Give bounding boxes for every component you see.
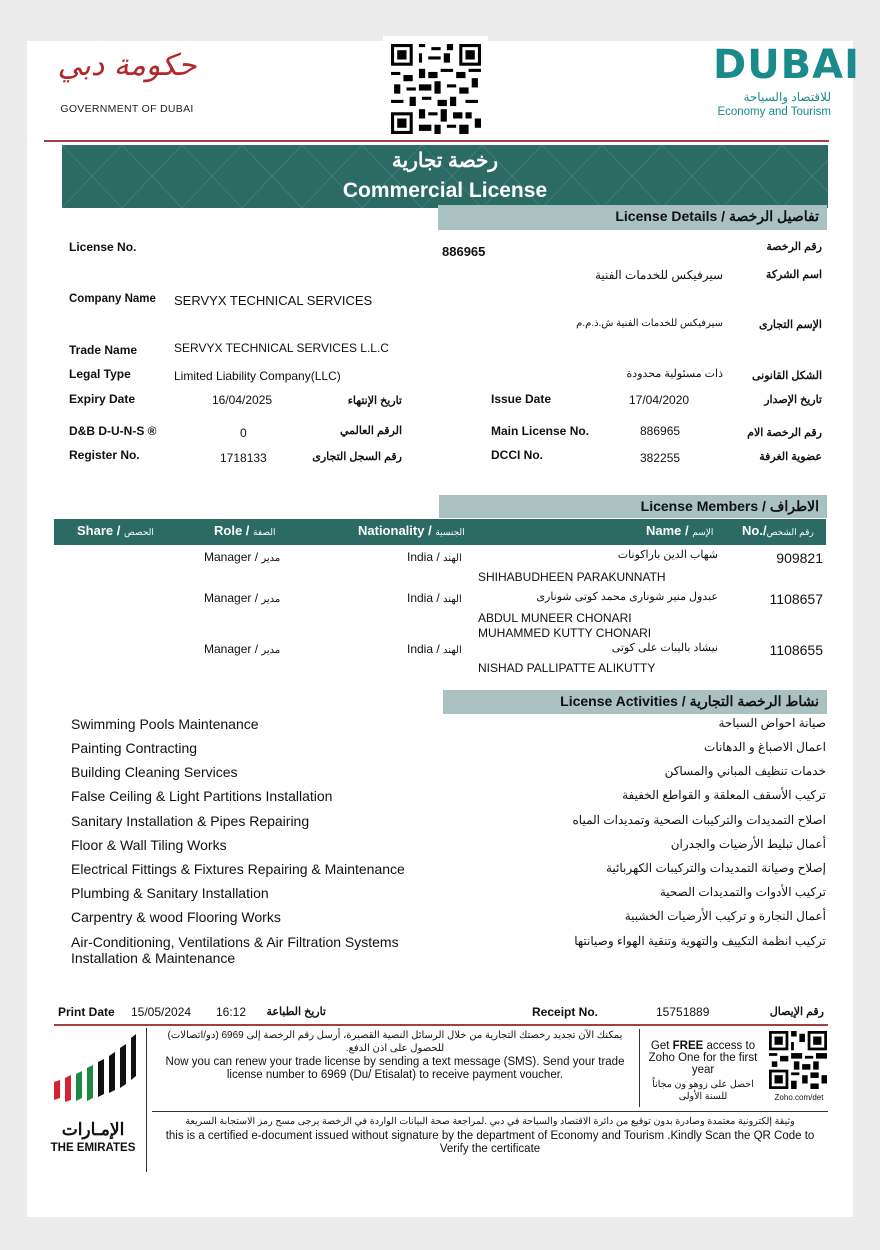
certificate-notice	[152, 1116, 828, 1156]
footer-divider	[54, 1024, 828, 1026]
dubai-economy-tourism-logo	[705, 42, 861, 122]
emirates-english: THE EMIRATES	[50, 1142, 136, 1154]
member-row-3-nationality: India / الهند	[407, 642, 462, 656]
gov-logo-english: GOVERNMENT OF DUBAI	[60, 103, 194, 115]
member-row-2-name-en-2: MUHAMMED KUTTY CHONARI	[478, 626, 652, 640]
legal-type-value: Limited Liability Company(LLC)	[174, 369, 341, 383]
main-license-label-ar: رقم الرخصة الام	[747, 427, 822, 439]
issue-date-value: 17/04/2020	[629, 393, 690, 407]
dcci-no-label: DCCI No.	[491, 448, 543, 462]
member-row-2-name-ar: عبدول منير شونارى محمد كوتى شونارى	[536, 591, 718, 603]
trade-name-label: Trade Name	[69, 343, 138, 357]
activity-8-ar: تركيب الأدوات والتمديدات الصحية	[659, 885, 826, 899]
activity-8-en: Plumbing & Sanitary Installation	[71, 885, 269, 901]
member-row-2-nationality: India / الهند	[407, 591, 462, 605]
activity-1-en: Swimming Pools Maintenance	[71, 716, 259, 732]
activity-4-en: False Ceiling & Light Partitions Installation	[71, 788, 333, 804]
activity-2-en: Painting Contracting	[71, 740, 198, 756]
activity-4-ar: تركيب الأسقف المعلقة و القواطع الخفيفة	[622, 788, 826, 802]
certificate-notice-arabic: وثيقة إلكترونية معتمدة وصادرة بدون توقيع من دائرة الاقتصاد والسياحة في دبي .لمراجعة صحة البيانات الواردة في الرخصة يرجى مسح رمز الاستجابة السريعة	[185, 1116, 795, 1127]
print-time-value: 16:12	[216, 1005, 247, 1019]
receipt-no-label: Receipt No.	[532, 1005, 599, 1019]
print-date-value: 15/05/2024	[131, 1005, 192, 1019]
zoho-qr-code[interactable]	[769, 1031, 829, 1102]
company-name-label-ar: اسم الشركة	[765, 269, 822, 281]
activity-7-ar: إصلاح وصيانة التمديدات والتركيبات الكهربائية	[605, 861, 826, 875]
member-row-2-role: Manager / مدير	[204, 591, 281, 605]
expiry-date-label: Expiry Date	[69, 392, 136, 406]
dubai-wordmark: DUBAI	[713, 42, 861, 88]
member-row-3-role: Manager / مدير	[204, 642, 281, 656]
members-table-header	[54, 519, 826, 545]
expiry-date-value: 16/04/2025	[212, 393, 273, 407]
trade-name-value: SERVYX TECHNICAL SERVICES L.L.C	[174, 341, 389, 355]
dcci-no-value: 382255	[640, 451, 681, 465]
member-row-1-role: Manager / مدير	[204, 550, 281, 564]
dept-english: Economy and Tourism	[717, 106, 831, 118]
activity-6-ar: أعمال تبليط الأرضيات والجدران	[670, 837, 826, 851]
license-no-label: License No.	[69, 240, 137, 254]
duns-label: D&B D-U-N-S ®	[69, 424, 157, 438]
qr-code	[383, 36, 488, 142]
member-row-1-no: 909821	[776, 550, 823, 566]
license-activities-header: License Activities / نشاط الرخصة التجارية	[443, 690, 827, 714]
receipt-no-value: 15751889	[656, 1005, 710, 1019]
license-details-header: License Details / تفاصيل الرخصة	[438, 205, 827, 230]
sms-notice-arabic: يمكنك الآن تجديد رخصتك التجارية من خلال الرسائل النصية القصيرة، أرسل رقم الرخصة إلى 6969 (دو/اتصالات) للحصول على اذن الدفع.	[167, 1030, 623, 1054]
member-row-1-nationality: India / الهند	[407, 550, 462, 564]
member-row-3-name-en: NISHAD PALLIPATTE ALIKUTTY	[478, 661, 656, 675]
dept-arabic: للاقتصاد والسياحة	[743, 90, 831, 104]
header-divider	[44, 140, 829, 142]
zoho-promo-text-2: access to Zoho One for the first year	[648, 1040, 758, 1076]
sms-notice	[156, 1029, 634, 1107]
legal-type-label-ar: الشكل القانونى	[752, 370, 822, 382]
activity-5-en: Sanitary Installation & Pipes Repairing	[71, 813, 310, 829]
gov-logo-arabic: حكومة دبي	[57, 48, 197, 83]
duns-value: 0	[240, 426, 247, 440]
license-no-value: 886965	[442, 244, 486, 259]
register-no-value: 1718133	[220, 451, 267, 465]
duns-label-ar: الرقم العالمي	[339, 425, 402, 437]
col-name: Name / الإسم	[646, 523, 714, 538]
activity-2-ar: اعمال الاصباغ و الدهانات	[704, 740, 826, 754]
member-row-3-no: 1108655	[769, 642, 823, 658]
zoho-divider	[639, 1029, 640, 1107]
zoho-promo-text-1: Get	[650, 1040, 673, 1052]
activity-7-en: Electrical Fittings & Fixtures Repairing & Maintenance	[71, 861, 405, 877]
activity-3-en: Building Cleaning Services	[71, 764, 238, 780]
main-license-label: Main License No.	[491, 424, 590, 438]
activity-9-en: Carpentry & wood Flooring Works	[71, 909, 281, 925]
trade-name-arabic: سيرفيكس للخدمات الفنية ش.ذ.م.م	[576, 318, 723, 329]
activity-5-ar: اصلاح التمديدات والتركيبات الصحية وتمديدات المياه	[572, 813, 826, 827]
col-share: Share / الحصص	[77, 523, 154, 538]
issue-date-label: Issue Date	[491, 392, 552, 406]
zoho-promo[interactable]	[644, 1040, 762, 1103]
footer-vertical-divider	[146, 1028, 147, 1172]
col-no: No./رقم الشخص	[742, 523, 814, 538]
activity-10-ar: تركيب انظمة التكييف والتهوية وتنقية الهواء وصيانتها	[574, 934, 826, 948]
member-row-3-name-ar: نيشاد باليبات على كوتى	[611, 642, 718, 654]
banner-title-english: Commercial License	[342, 179, 548, 202]
the-emirates-logo	[50, 1030, 140, 1160]
receipt-no-label-ar: رقم الإيصال	[769, 1006, 824, 1018]
company-name-value: SERVYX TECHNICAL SERVICES	[174, 293, 373, 308]
certificate-notice-english: this is a certified e-document issued without signature by the department of Economy and Tourism .Kindly Scan the QR Code to Verify the certificate	[165, 1130, 815, 1155]
activity-3-ar: خدمات تنظيف المباني والمساكن	[664, 764, 826, 778]
member-row-1-name-ar: شهاب الدين باراكونات	[617, 549, 718, 561]
zoho-link[interactable]: Zoho.com/det	[774, 1093, 824, 1102]
certificate-divider	[152, 1111, 828, 1112]
main-license-value: 886965	[640, 424, 681, 438]
member-row-1-name-en: SHIHABUDHEEN PARAKUNNATH	[478, 570, 666, 584]
activity-1-ar: صيانة احواض السباحة	[718, 716, 826, 730]
member-row-2-no: 1108657	[769, 591, 823, 607]
trade-name-label-ar: الإسم التجارى	[758, 319, 822, 331]
zoho-qr-graphic	[769, 1031, 827, 1089]
activity-9-ar: أعمال النجارة و تركيب الأرضيات الخشبية	[624, 909, 826, 923]
member-row-2-name-en: ABDUL MUNEER CHONARI	[478, 611, 632, 625]
dcci-no-label-ar: عضوية الغرفة	[759, 451, 822, 463]
sms-notice-english: Now you can renew your trade license by sending a text message (SMS). Send your trade license number to 6969 (Du/ Etisalat) to receive payment voucher.	[165, 1056, 625, 1081]
company-name-label: Company Name	[69, 293, 156, 305]
license-no-label-ar: رقم الرخصة	[766, 241, 822, 253]
expiry-date-label-ar: تاريخ الإنتهاء	[347, 395, 402, 407]
register-no-label: Register No.	[69, 448, 140, 462]
print-date-label: Print Date	[58, 1005, 115, 1019]
company-name-arabic: سيرفيكس للخدمات الفنية	[594, 268, 723, 282]
qr-code-graphic	[391, 44, 481, 134]
legal-type-arabic: ذات مسئولية محدودة	[626, 368, 723, 380]
title-banner	[62, 145, 828, 208]
zoho-promo-arabic: احصل على زوهو ون مجاناً للسنة الأولى	[652, 1079, 754, 1102]
legal-type-label: Legal Type	[69, 367, 131, 381]
emirates-stripes-icon	[52, 1034, 138, 1106]
government-of-dubai-logo	[54, 48, 200, 118]
col-role: Role / الصفة	[214, 523, 276, 538]
license-members-header: License Members / الاطراف	[439, 495, 827, 518]
emirates-arabic: الإمـارات	[61, 1120, 125, 1139]
register-no-label-ar: رقم السجل التجارى	[312, 451, 402, 463]
zoho-promo-free: FREE	[672, 1040, 704, 1052]
banner-title-arabic: رخصة تجارية	[391, 150, 499, 172]
activity-10-en: Air-Conditioning, Ventilations & Air Filtration Systems	[71, 934, 399, 950]
print-date-label-ar: تاريخ الطباعة	[266, 1006, 326, 1018]
issue-date-label-ar: تاريخ الإصدار	[764, 394, 822, 406]
activity-10-en-2: Installation & Maintenance	[71, 950, 236, 966]
activity-6-en: Floor & Wall Tiling Works	[71, 837, 227, 853]
col-nationality: Nationality / الجنسية	[358, 523, 465, 538]
